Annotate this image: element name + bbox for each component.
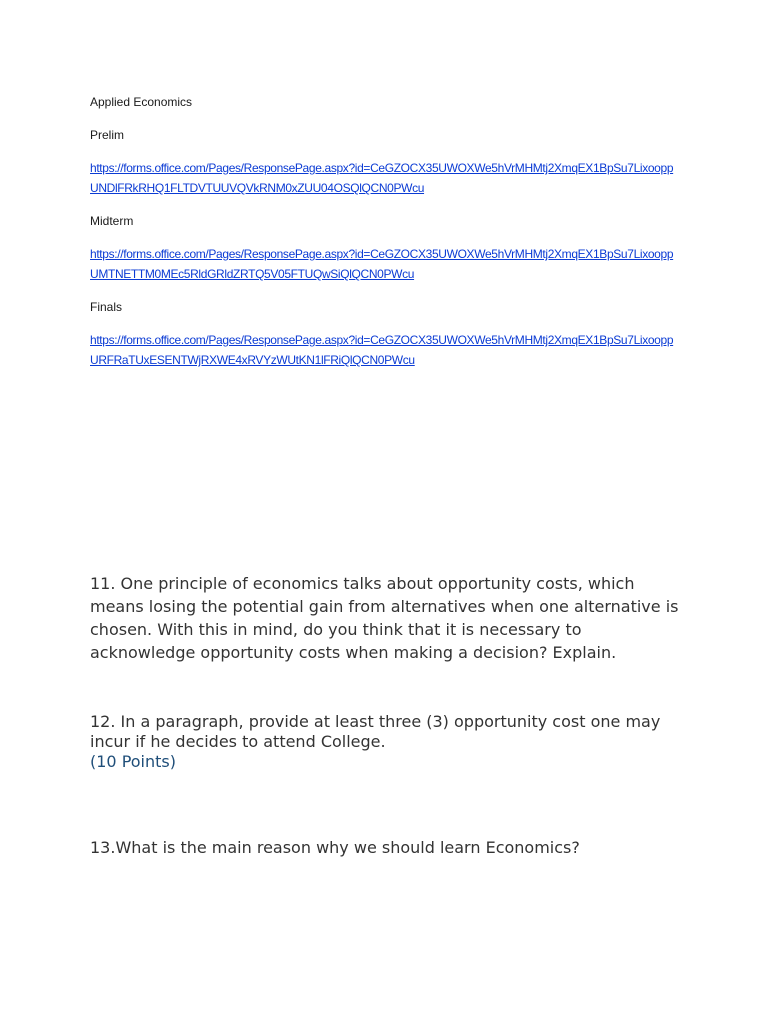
section-label-midterm: Midterm: [90, 214, 134, 228]
prelim-form-link[interactable]: https://forms.office.com/Pages/ResponsePage.aspx?id=CeGZOCX35UWOXWe5hVrMHMtj2XmqEX1BpSu7LixooppUNDlFRkRHQ1FLTDVTUUVQVkRNM0xZUU04OSQlQCN0PWcu: [90, 161, 674, 195]
question-12-points: (10 Points): [90, 752, 176, 771]
section-label-prelim: Prelim: [90, 128, 125, 142]
question-13: 13.What is the main reason why we should learn Economics?: [90, 838, 580, 857]
question-12: [90, 712, 680, 772]
section-label-finals: Finals: [90, 300, 123, 314]
midterm-form-link[interactable]: https://forms.office.com/Pages/ResponsePage.aspx?id=CeGZOCX35UWOXWe5hVrMHMtj2XmqEX1BpSu7LixooppUMTNETTM0MEc5RldGRldZRTQ5V05FTUQwSiQlQCN0PWcu: [90, 247, 674, 281]
finals-form-link[interactable]: https://forms.office.com/Pages/ResponsePage.aspx?id=CeGZOCX35UWOXWe5hVrMHMtj2XmqEX1BpSu7LixooppURFRaTUxESENTWjRXWE4xRVYzWUtKN1lFRiQlQCN0PWcu: [90, 333, 674, 367]
course-title: Applied Economics: [90, 95, 193, 109]
question-11: 11. One principle of economics talks about opportunity costs, which means losing the potential gain from alternatives when one alternative is chosen. With this in mind, do you think that it is necessary to acknowledge opportunity costs when making a decision? Explain.: [90, 574, 679, 662]
question-12-text: 12. In a paragraph, provide at least three (3) opportunity cost one may incur if he decides to attend College.: [90, 712, 661, 751]
document-body: [90, 92, 680, 383]
